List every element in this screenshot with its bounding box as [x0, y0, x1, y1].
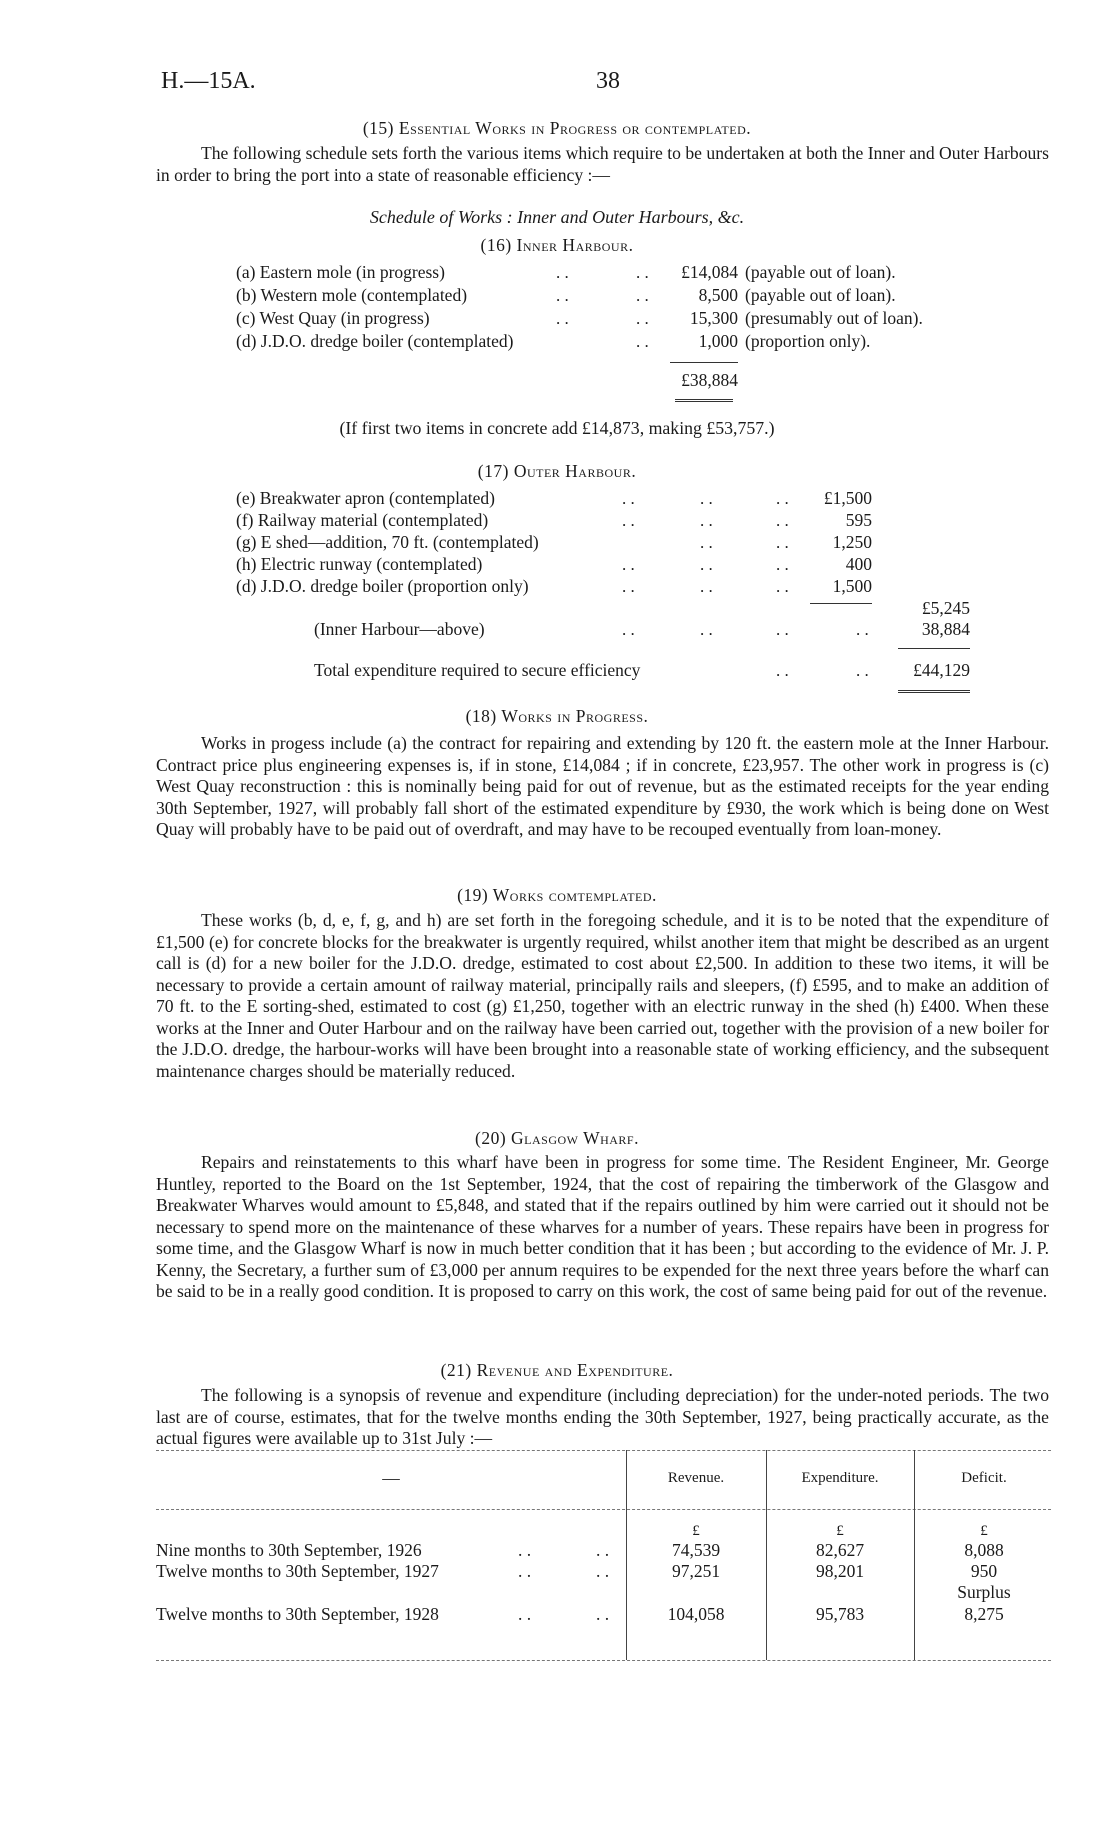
- inner-item-note: (payable out of loan).: [745, 262, 896, 282]
- inner-item-note: (presumably out of loan).: [745, 308, 923, 328]
- section-21-heading: (21) Revenue and Expenditure.: [440, 1360, 674, 1380]
- outer-item-label: (e) Breakwater apron (contemplated): [236, 488, 495, 508]
- leader-dots: . .: [622, 555, 635, 574]
- leader-dots: . .: [776, 511, 789, 530]
- section-21-text: The following is a synopsis of revenue and expenditure (including depreciation) for the under-noted periods. The two last are of course, estimates, that for the twelve months ending the 30th September, 1927, being practically accurate, as the actual figures were available up to 31st July :—: [156, 1385, 1049, 1448]
- table-row-revenue: 74,539: [671, 1540, 721, 1560]
- leader-dots: . .: [556, 263, 569, 282]
- header-expenditure: Expenditure.: [801, 1470, 879, 1486]
- leader-dots: . .: [636, 263, 649, 282]
- leader-dots: . .: [622, 489, 635, 508]
- leader-dots: . .: [700, 533, 713, 552]
- outer-item-amount: £1,500: [823, 488, 872, 508]
- sum-rule: [670, 362, 738, 363]
- table-header-rule: [156, 1509, 1051, 1510]
- unit-pound: £: [980, 1523, 988, 1539]
- leader-dots: . .: [596, 1540, 610, 1560]
- table-row-revenue: 104,058: [667, 1604, 725, 1624]
- unit-pound: £: [836, 1523, 844, 1539]
- leader-dots: . .: [776, 661, 789, 680]
- section-20-heading: (20) Glasgow Wharf.: [475, 1128, 639, 1148]
- section-15-heading: (15) Essential Works in Progress or contemplated.: [362, 118, 752, 138]
- leader-dots: . .: [596, 1604, 610, 1624]
- total-double-rule: [675, 399, 733, 402]
- inner-harbour-carry-amount: 38,884: [921, 619, 970, 639]
- inner-item-label: (c) West Quay (in progress): [236, 308, 430, 328]
- leader-dots: . .: [700, 555, 713, 574]
- schedule-title: Schedule of Works : Inner and Outer Harbours, &c.: [369, 207, 745, 227]
- header-period: —: [382, 1468, 400, 1488]
- leader-dots: . .: [700, 620, 713, 639]
- section-19-text: These works (b, d, e, f, g, and h) are set forth in the foregoing schedule, and it is to be noted that the expenditure of £1,500 (e) for concrete blocks for the breakwater is urgently required, whilst another item that might be described as an urgent call is (d) for a new boiler for the J.D.O. dredge, estimated to cost about £2,500. In addition to these two items, it will be necessary to provide a certain amount of railway material, principally rails and sleepers, (f) £595, and to make an addition of 70 ft. to the E sorting-shed, estimated to cost (g) £1,250, together with an electric runway in the shed (h) £400. When these works at the Inner and Outer Harbour and on the railway have been carried out, together with the provision of a new boiler for the J.D.O. dredge, the harbour-works will have been brought into a reasonable state of working efficiency, and the subsequent maintenance charges should be materially reduced.: [156, 910, 1049, 1081]
- section-16-heading: (16) Inner Harbour.: [480, 235, 634, 255]
- leader-dots: . .: [856, 620, 869, 639]
- inner-item-note: (payable out of loan).: [745, 285, 896, 305]
- leader-dots: . .: [776, 489, 789, 508]
- leader-dots: . .: [636, 309, 649, 328]
- page-number: 38: [596, 68, 620, 94]
- inner-item-amount: 1,000: [698, 331, 738, 351]
- outer-item-label: (g) E shed—addition, 70 ft. (contemplated): [236, 532, 539, 552]
- leader-dots: . .: [518, 1540, 532, 1560]
- outer-item-amount: 595: [845, 510, 872, 530]
- leader-dots: . .: [776, 555, 789, 574]
- table-row-deficit: 8,275: [964, 1604, 1004, 1624]
- table-row-expenditure: 98,201: [815, 1561, 865, 1581]
- table-row-deficit: 950: [970, 1561, 998, 1581]
- inner-item-label: (b) Western mole (contemplated): [236, 285, 468, 305]
- section-19-heading: (19) Works comtemplated.: [457, 885, 657, 905]
- leader-dots: . .: [700, 511, 713, 530]
- inner-item-amount: £14,084: [681, 262, 738, 282]
- leader-dots: . .: [700, 577, 713, 596]
- leader-dots: . .: [776, 533, 789, 552]
- total-expenditure-amount: £44,129: [913, 660, 970, 680]
- leader-dots: . .: [636, 286, 649, 305]
- outer-item-amount: 1,250: [832, 532, 872, 552]
- section-20-text: Repairs and reinstatements to this wharf have been in progress for some time. The Resident Engineer, Mr. George Huntley, reported to the Board on the 1st September, 1924, that the cost of repairing the timberwork of the Glasgow and Breakwater Wharves would amount to £5,848, and stated that if the repairs outlined by him were carried out it should not be necessary to spend more on the maintenance of these wharves for a number of years. These repairs have been in progress for some time, and the Glasgow Wharf is now in much better condition that it has been ; but according to the evidence of Mr. J. P. Kenny, the Secretary, a further sum of £3,000 per annum requires to be expended for the next three years before the wharf can be said to be in a really good condition. It is proposed to carry on this work, the cost of same being paid for out of the revenue.: [156, 1152, 1049, 1301]
- total-expenditure-label: Total expenditure required to secure efficiency: [314, 660, 641, 680]
- leader-dots: . .: [556, 309, 569, 328]
- leader-dots: . .: [622, 511, 635, 530]
- leader-dots: . .: [700, 489, 713, 508]
- surplus-label: Surplus: [957, 1582, 1011, 1602]
- table-row-period: Twelve months to 30th September, 1927: [156, 1561, 439, 1581]
- sum-rule: [898, 648, 970, 649]
- inner-item-amount: 15,300: [689, 308, 738, 328]
- header-deficit: Deficit.: [961, 1470, 1007, 1486]
- header-revenue: Revenue.: [667, 1470, 725, 1486]
- section-18-heading: (18) Works in Progress.: [465, 706, 649, 726]
- outer-item-label: (d) J.D.O. dredge boiler (proportion only): [236, 576, 529, 596]
- sum-rule: [810, 603, 872, 604]
- table-row-period: Twelve months to 30th September, 1928: [156, 1604, 439, 1624]
- inner-item-amount: 8,500: [698, 285, 738, 305]
- table-row-expenditure: 82,627: [815, 1540, 865, 1560]
- leader-dots: . .: [518, 1561, 532, 1581]
- inner-total: £38,884: [681, 370, 738, 390]
- leader-dots: . .: [636, 332, 649, 351]
- outer-item-amount: 400: [845, 554, 872, 574]
- leader-dots: . .: [776, 620, 789, 639]
- inner-item-label: (a) Eastern mole (in progress): [236, 262, 445, 282]
- inner-harbour-carry-label: (Inner Harbour—above): [314, 619, 485, 639]
- table-top-rule: [156, 1450, 1051, 1451]
- leader-dots: . .: [556, 286, 569, 305]
- outer-subtotal: £5,245: [921, 598, 970, 618]
- table-row-revenue: 97,251: [671, 1561, 721, 1581]
- section-17-heading: (17) Outer Harbour.: [477, 461, 637, 481]
- leader-dots: . .: [622, 577, 635, 596]
- unit-pound: £: [692, 1523, 700, 1539]
- concrete-note: (If first two items in concrete add £14,873, making £53,757.): [339, 418, 775, 438]
- section-18-text: Works in progess include (a) the contract for repairing and extending by 120 ft. the eastern mole at the Inner Harbour. Contract price plus engineering expenses is, if in stone, £14,084 ; if in concrete, £23,957. The other work in progress is (c) West Quay reconstruction : this is nominally being paid for out of revenue, but as the estimated receipts for the year ending 30th September, 1927, will probably fall short of the estimated expenditure by £930, the work which is being done on West Quay will probably have to be paid out of overdraft, and may have to be recouped eventually from loan-money.: [156, 733, 1049, 839]
- inner-item-label: (d) J.D.O. dredge boiler (contemplated): [236, 331, 514, 351]
- revenue-expenditure-table: [156, 1450, 1051, 1660]
- table-row-deficit: 8,088: [964, 1540, 1004, 1560]
- leader-dots: . .: [518, 1604, 532, 1624]
- outer-item-amount: 1,500: [832, 576, 872, 596]
- total-double-rule: [898, 690, 970, 693]
- table-row-period: Nine months to 30th September, 1926: [156, 1540, 422, 1560]
- section-15-intro: The following schedule sets forth the various items which require to be undertaken at both the Inner and Outer Harbours in order to bring the port into a state of reasonable efficiency :—: [156, 143, 1049, 185]
- leader-dots: . .: [596, 1561, 610, 1581]
- outer-item-label: (h) Electric runway (contemplated): [236, 554, 483, 574]
- inner-item-note: (proportion only).: [745, 331, 871, 351]
- table-bottom-rule: [156, 1660, 1051, 1661]
- document-reference: H.—15A.: [161, 68, 256, 94]
- leader-dots: . .: [856, 661, 869, 680]
- leader-dots: . .: [776, 577, 789, 596]
- table-row-expenditure: 95,783: [815, 1604, 865, 1624]
- leader-dots: . .: [622, 620, 635, 639]
- outer-item-label: (f) Railway material (contemplated): [236, 510, 489, 530]
